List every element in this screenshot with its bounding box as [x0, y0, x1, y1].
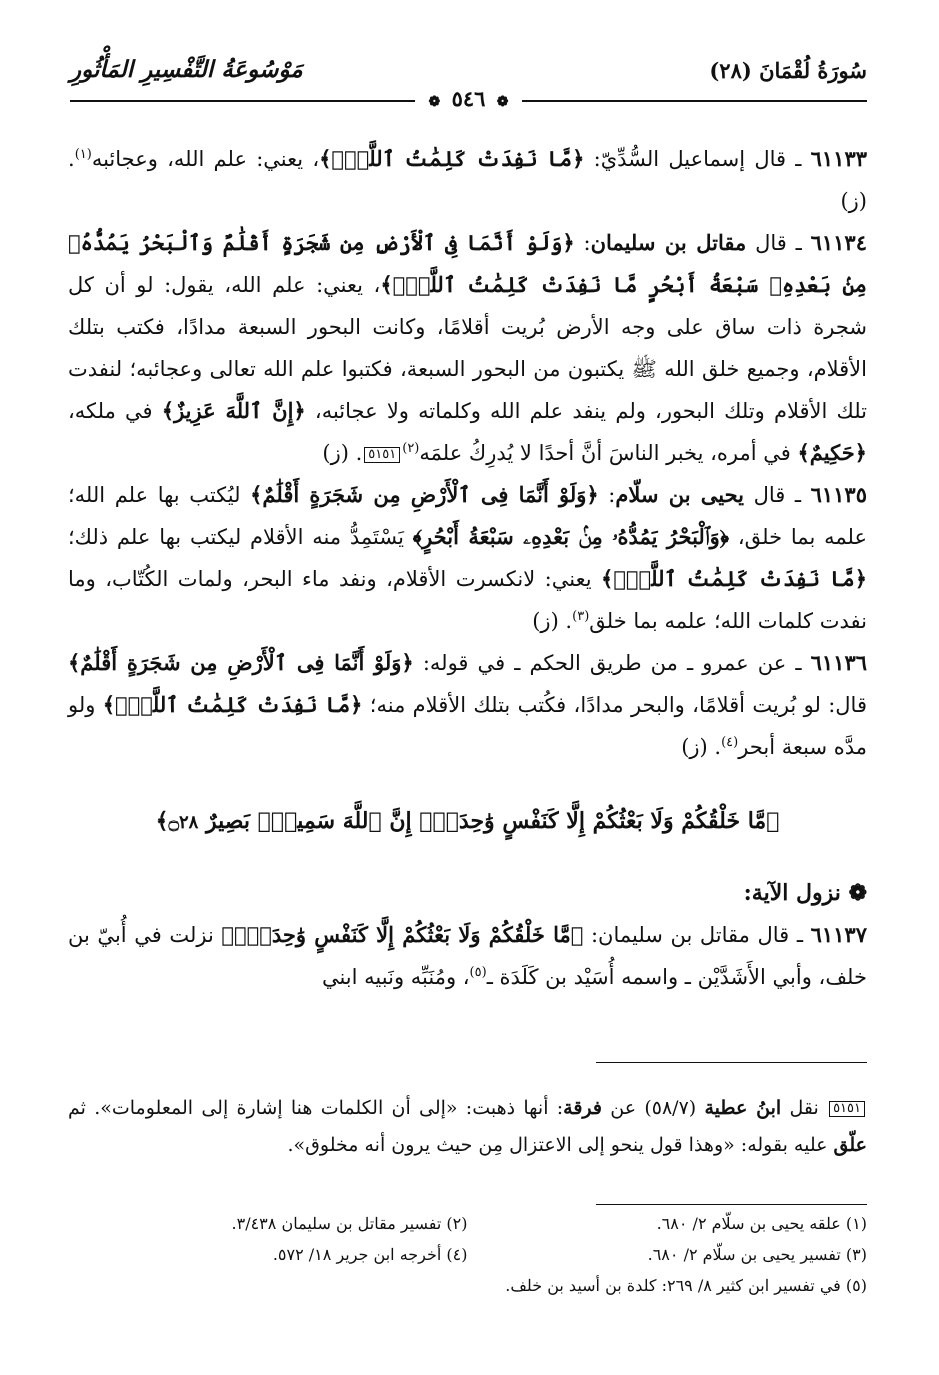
- footnote: (٤) أخرجه ابن جرير ١٨/ ٥٧٢.: [272, 1245, 468, 1264]
- entries-list: [68, 138, 867, 768]
- text-run: . (ز): [532, 609, 573, 633]
- ayah-number: ٢٨: [179, 812, 199, 833]
- footnote-row: [68, 1208, 867, 1239]
- text-run: ، يعني: علم الله، يقول: لو أن كل شجرة ذات ساق على وجه الأرض بُريت أقلامًا، وكانت البحور السبعة مدادًا، فكتب بتلك الأقلام، وجميع خلق الله ﷺ يكتبون من البحور السبعة، فكتبوا علم الله تعالى وعجائبه؛ لنفدت تلك الأقلام وتلك البحور، ولم ينفد علم الله وكلماته ولا عجائبه،: [68, 273, 868, 423]
- quran-quote: ﴿وَٱلْبَحْرُ يَمُدُّهُۥ مِنۢ بَعْدِهِۦ سَبْعَةُ أَبْحُرٍ﴾: [412, 524, 730, 549]
- text-run: في ملكه،: [68, 399, 162, 423]
- main-text: [68, 138, 867, 998]
- section-heading-text: نزول الآية:: [743, 880, 841, 906]
- footnote: (٥) في تفسير ابن كثير ٨/ ٢٦٩: كلدة بن أسيد بن خلف.: [505, 1276, 867, 1295]
- bold-name: ابنُ عطية: [704, 1097, 782, 1119]
- text-run: . (ز): [681, 735, 722, 759]
- text-run: (٥٨/٧) عن: [602, 1097, 705, 1119]
- ornament-icon: ❁: [428, 94, 441, 110]
- footnote-separator: [596, 1204, 867, 1205]
- running-header: [70, 48, 867, 111]
- note-ref-box: ٥١٥١: [364, 447, 400, 463]
- text-run: :: [598, 483, 616, 507]
- text-run: ، ومُنَبِّه ونَبيه ابني: [321, 965, 470, 989]
- bold-name: فرقة: [563, 1097, 602, 1119]
- footnote-row: [68, 1270, 867, 1301]
- page-number: ٥٤٦: [451, 86, 486, 111]
- quran-quote: ﴿مَّا نَفِدَتْ كَلِمَٰتُ ٱللَّهِۗ﴾: [319, 146, 585, 171]
- text-run: : أنها ذهبت: «إلى أن الكلمات هنا إشارة إلى المعلومات». ثم: [68, 1097, 564, 1119]
- quran-quote: ﴿مَّا نَفِدَتْ كَلِمَٰتُ ٱللَّهِۗ﴾: [601, 566, 867, 591]
- footnote-ref: (١): [74, 147, 92, 162]
- footnote: (٢) تفسير مقاتل بن سليمان ٣/٤٣٨.: [231, 1214, 468, 1233]
- book-title: مَوْسُوعَةُ التَّفْسِيرِ المَأْثُورِ: [70, 56, 303, 83]
- entry-number: ٦١١٣٣: [810, 146, 868, 171]
- commentary-separator: [596, 1062, 867, 1063]
- quran-quote: ﴿حَكِيمٌ﴾: [797, 440, 867, 465]
- entry-paragraph: [68, 642, 867, 768]
- footnote: (١) علقه يحيى بن سلّام ٢/ ٦٨٠.: [656, 1214, 867, 1233]
- section-heading: [68, 872, 867, 914]
- verse-close-bracket: ﴾: [155, 808, 169, 834]
- footnotes: [68, 1208, 867, 1301]
- entry-number: ٦١١٣٥: [810, 482, 867, 507]
- text-run: ليُكتب بها علم الله؛ علمه بما خلق،: [68, 483, 867, 549]
- entry-paragraph: [68, 914, 867, 998]
- text-run: ، يعني: علم الله، وعجائبه: [91, 147, 320, 171]
- quran-quote: ﴿إِنَّ ٱللَّهَ عَزِيزٌ﴾: [161, 398, 306, 423]
- quran-quote: ﴿وَلَوْ أَنَّمَا فِى ٱلْأَرْضِ مِن شَجَرَةٍ أَقْلَٰمٌ وَٱلْبَحْرُ يَمُدُّهُۥ مِنۢ بَعْدِهِۦ سَبْعَةُ أَبْحُرٍ مَّا نَفِدَتْ كَلِمَٰتُ ٱللَّهِۗ﴾: [68, 230, 867, 297]
- footnote-ref: (٤): [721, 735, 739, 750]
- flower-icon: ❁: [848, 880, 867, 906]
- bold-name: مقاتل بن سليمان: [590, 230, 747, 255]
- ayah-number-marker: ۝٢٨: [168, 812, 199, 833]
- footnote: (٣) تفسير يحيى بن سلّام ٢/ ٦٨٠.: [647, 1245, 867, 1264]
- text-run: عليه بقوله: «وهذا قول ينحو إلى الاعتزال مِن حيث يرون أنه مخلوق».: [287, 1134, 834, 1156]
- text-run: ـ عن عمرو ـ من طريق الحكم ـ في قوله:: [413, 651, 811, 675]
- text-run: ولو مدَّه سبعة أبحر: [68, 693, 867, 759]
- entry-number: ٦١١٣٤: [810, 230, 867, 255]
- ornament-icon: ❁: [496, 94, 509, 110]
- text-run: . (ز): [322, 441, 363, 465]
- bold-name: يحيى بن سلّام: [615, 482, 744, 507]
- quran-quote: ﴿وَلَوْ أَنَّمَا فِى ٱلْأَرْضِ مِن شَجَرَةٍ أَقْلَٰمٌ﴾: [250, 482, 599, 507]
- entry-paragraph: [68, 474, 867, 642]
- quran-quote: ﴿مَّا خَلْقُكُمْ وَلَا بَعْثُكُمْ إِلَّا كَنَفْسٍ وَٰحِدَةٍۗ﴾: [221, 922, 584, 947]
- entry-number: ٦١١٣٧: [810, 922, 867, 947]
- entry-number: ٦١١٣٦: [810, 650, 868, 675]
- note-ref-box: ٥١٥١: [829, 1101, 865, 1117]
- commentary-note: [68, 1090, 867, 1164]
- text-run: يعني: لانكسرت الأقلام، ونفد ماء البحر، ولمات الكُتّاب، وما نفدت كلمات الله؛ علمه بما خلق: [68, 567, 867, 633]
- text-run: ـ قال مقاتل بن سليمان:: [583, 923, 811, 947]
- footnote-ref: (٥): [469, 965, 487, 980]
- footnote-row: [68, 1239, 867, 1270]
- quran-verse: [68, 800, 867, 844]
- text-run: . (ز): [68, 147, 867, 213]
- entry-paragraph: [68, 222, 867, 474]
- text-run: نقل: [781, 1097, 828, 1119]
- text-run: نزلت في أُبيّ بن خلف، وأبي الأَشَدَّيْن ـ واسمه أُسَيْد بن كَلَدَة ـ: [68, 923, 867, 989]
- text-run: ـ قال: [744, 483, 811, 507]
- text-run: قال: لو بُريت أقلامًا، والبحر مدادًا، فكُتب بتلك الأقلام منه؛: [362, 693, 867, 717]
- footnote-ref: (٢): [402, 441, 420, 456]
- bold-name: علّق: [833, 1134, 867, 1156]
- quran-quote: ﴿وَلَوْ أَنَّمَا فِى ٱلْأَرْضِ مِن شَجَرَةٍ أَقْلَٰمٌ﴾: [68, 650, 414, 675]
- quran-quote: ﴿مَّا نَفِدَتْ كَلِمَٰتُ ٱللَّهِۗ﴾: [102, 692, 363, 717]
- footnote-ref: (٣): [572, 609, 590, 624]
- verse-text: ﴿مَّا خَلْقُكُمْ وَلَا بَعْثُكُمْ إِلَّا كَنَفْسٍ وَٰحِدَةٍۗ إِنَّ ٱللَّهَ سَمِيعٌۢ بَصِيرٌ: [206, 808, 780, 834]
- page-number-block: [415, 86, 523, 111]
- entry-paragraph: [68, 138, 867, 222]
- text-run: ـ قال إسماعيل السُّدِّيّ:: [584, 147, 811, 171]
- text-run: ـ قال: [746, 231, 811, 255]
- text-run: في أمره، يخبر الناسَ أنَّ أحدًا لا يُدرِكُ علمَه: [419, 441, 798, 465]
- text-run: :: [574, 231, 591, 255]
- text-run: يَسْتَمِدُّ منه الأقلام ليكتب بها علم ذلك؛: [68, 525, 413, 549]
- surah-title: سُورَةُ لُقْمَانَ (٢٨): [709, 58, 867, 83]
